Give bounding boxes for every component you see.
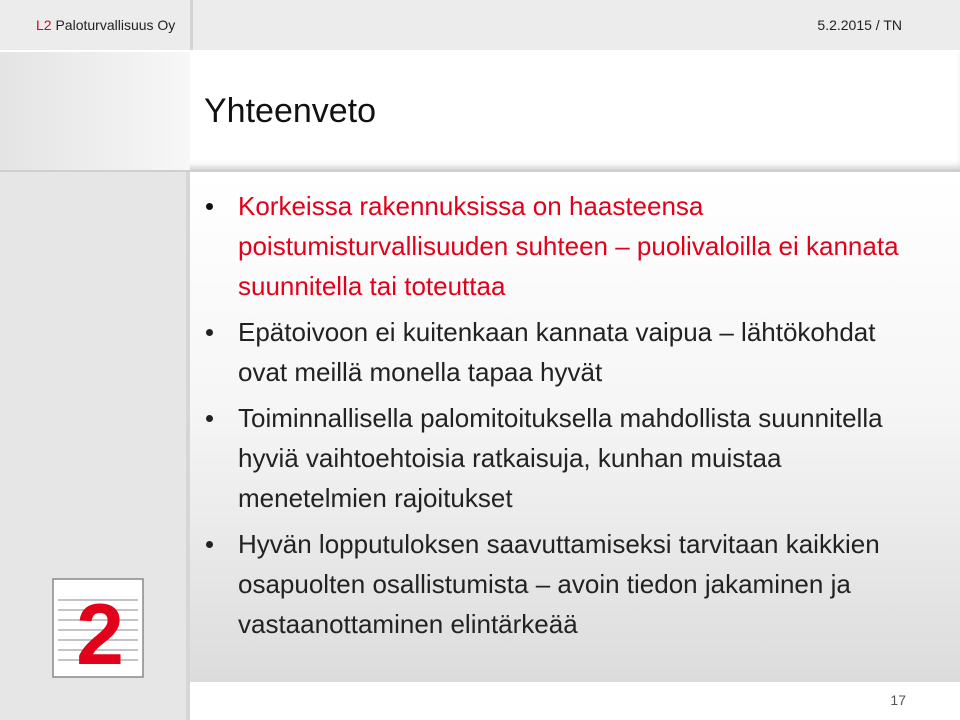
bullet-item-3 — [200, 398, 920, 518]
bullet-dot — [206, 329, 213, 336]
bullet-dot — [206, 541, 213, 548]
bullet-item-2 — [200, 312, 920, 392]
bullet-dot — [206, 203, 213, 210]
page-number: 17 — [890, 692, 906, 708]
header-divider — [190, 0, 193, 50]
company-prefix: L2 — [36, 17, 52, 33]
l2-logo-icon — [52, 578, 144, 678]
bullet-list — [200, 186, 920, 650]
logo-mark: 2 — [76, 587, 124, 678]
bullet-item-4 — [200, 524, 920, 644]
bullet-text: Hyvän lopputuloksen saavuttamiseksi tarvitaan kaikkien osapuolten osallistumista – avoin tiedon jakaminen ja vastaanottaminen elintärkeää — [238, 529, 880, 639]
bullet-text: Toiminnallisella palomitoituksella mahdollista suunnitella hyviä vaihtoehtoisia ratkaisuja, kunhan muistaa menetelmien rajoitukset — [238, 403, 883, 513]
bullet-dot — [206, 415, 213, 422]
header-bar — [0, 0, 960, 50]
slide-title: Yhteenveto — [204, 92, 377, 130]
bullet-item-1 — [200, 186, 920, 306]
bullet-text: Korkeissa rakennuksissa on haasteensa poistumisturvallisuuden suhteen – puolivaloilla ei kannata suunnitella tai toteuttaa — [238, 191, 899, 301]
footer-strip — [190, 682, 960, 720]
title-bar-left-shade — [0, 52, 190, 170]
company-title: Paloturvallisuus Oy — [55, 17, 176, 33]
date-author: 5.2.2015 / TN — [817, 17, 902, 33]
title-bar — [0, 52, 960, 172]
company-name — [36, 17, 175, 33]
bullet-text: Epätoivoon ei kuitenkaan kannata vaipua – lähtökohdat ovat meillä monella tapaa hyvät — [238, 317, 876, 387]
